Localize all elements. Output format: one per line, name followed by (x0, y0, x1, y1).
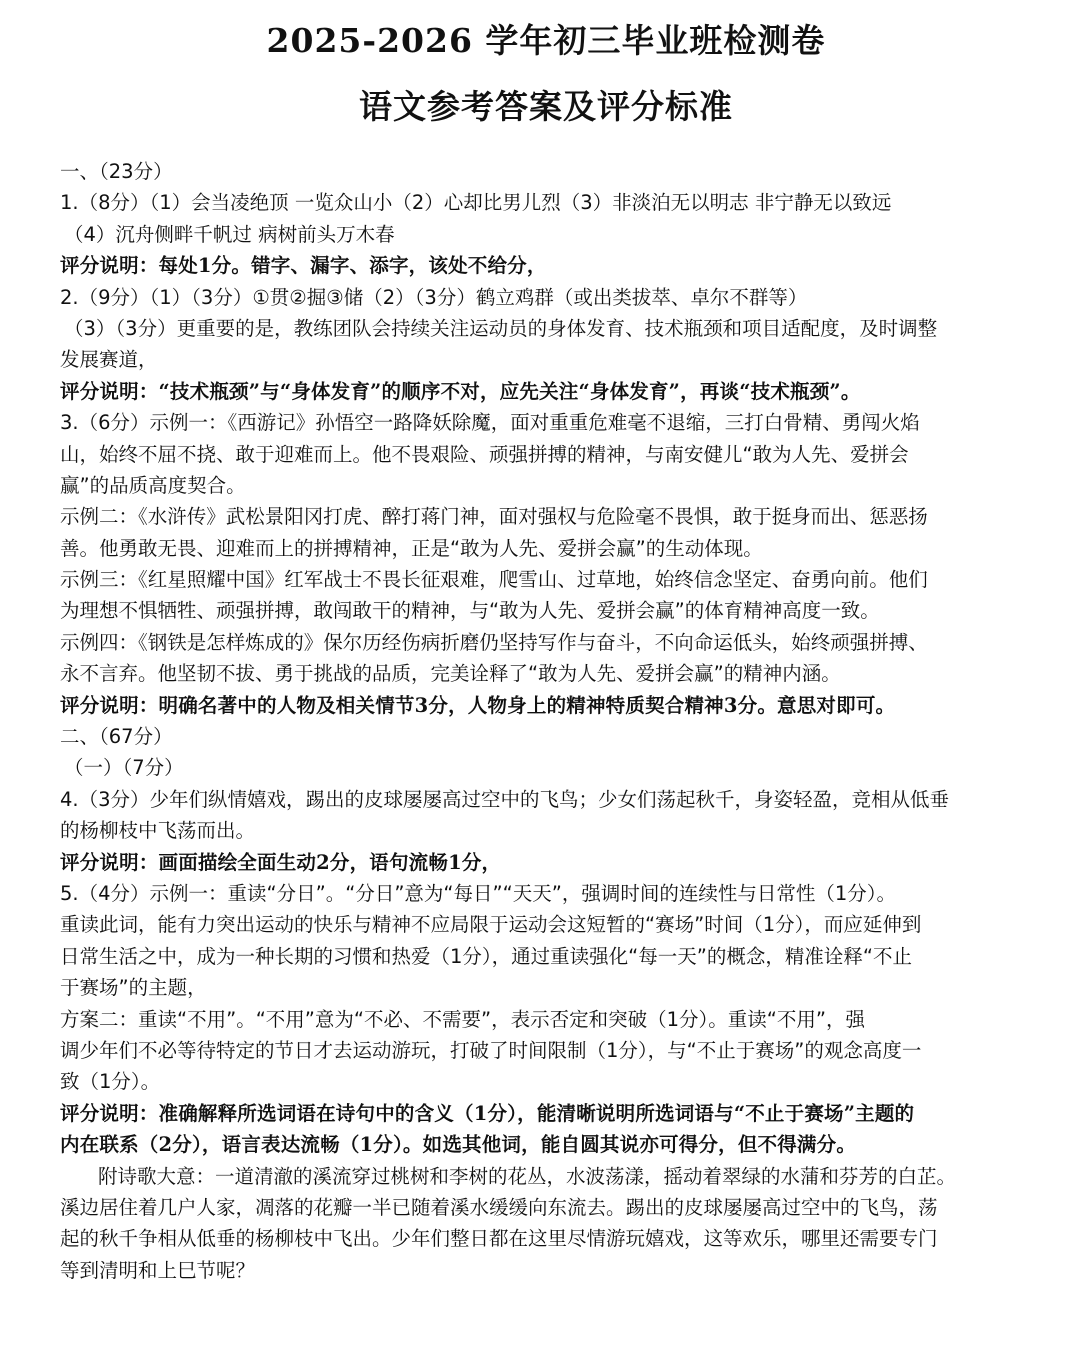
poem-translation-line4: 等到清明和上巳节呢？ (60, 1258, 256, 1282)
subsection-one-heading: （一）（7分） (64, 756, 184, 780)
section-two-heading: 二、（67分） (60, 725, 173, 749)
q3-example-three: 示例三：《红星照耀中国》红军战士不畏长征艰难，爬雪山、过草地，始终信念坚定、奋勇向前。他们 (60, 568, 928, 592)
answer-body (60, 156, 1032, 1286)
exam-title: 2025-2026 学年初三毕业班检测卷 (266, 21, 826, 60)
q2-scoring-note: 评分说明：“技术瓶颈”与“身体发育”的顺序不对，应先关注“身体发育”，再谈“技术瓶颈”。 (60, 379, 861, 403)
q5-scoring-note-line2: 内在联系（2分），语言表达流畅（1分）。如选其他词，能自圆其说亦可得分，但不得满分。 (60, 1133, 857, 1157)
poem-translation-line3: 起的秋千争相从低垂的杨柳枝中飞出。少年们整日都在这里尽情游玩嬉戏，这等欢乐，哪里还需要专门 (60, 1227, 938, 1251)
q3-example-one-line3: 赢”的品质高度契合。 (60, 473, 246, 497)
q2-part3-answer: （3）（3分）更重要的是，教练团队会持续关注运动员的身体发育、技术瓶颈和项目适配度，及时调整 (64, 316, 938, 340)
q3-example-one: 3.（6分）示例一：《西游记》孙悟空一路降妖除魔，面对重重危难毫不退缩，三打白骨精、勇闯火焰 (60, 411, 920, 435)
q5-option-two-line2: 调少年们不必等待特定的节日才去运动游玩，打破了时间限制（1分），与“不止于赛场”的观念高度一 (60, 1038, 922, 1062)
q5-example-one-line4: 于赛场”的主题， (60, 976, 207, 1000)
q5-option-two-line3: 致（1分）。 (60, 1070, 161, 1094)
q3-example-two-line2: 善。他勇敢无畏、迎难而上的拼搏精神，正是“敢为人先、爱拼会赢”的生动体现。 (60, 536, 763, 560)
q3-example-three-line2: 为理想不惧牺牲、顽强拼搏，敢闯敢干的精神，与“敢为人先、爱拼会赢”的体育精神高度一致。 (60, 599, 880, 623)
q3-example-four: 示例四：《钢铁是怎样炼成的》保尔历经伤病折磨仍坚持写作与奋斗，不向命运低头，始终顽强拼搏、 (60, 630, 928, 654)
q5-example-one-line2: 重读此词，能有力突出运动的快乐与精神不应局限于运动会这短暂的“赛场”时间（1分），而应延伸到 (60, 913, 922, 937)
answer-key-title: 语文参考答案及评分标准 (359, 87, 733, 126)
q5-example-one: 5.（4分）示例一：重读“分日”。“分日”意为“每日”“天天”，强调时间的连续性与日常性（1分）。 (60, 881, 896, 905)
q2-answer: 2.（9分）（1）（3分）①贯②掘③储（2）（3分）鹤立鸡群（或出类拔萃、卓尔不群等） (60, 285, 808, 309)
q1-answer: 1.（8分）（1）会当凌绝顶 一览众山小（2）心却比男儿烈（3）非淡泊无以明志 非宁静无以致远 (60, 191, 892, 215)
q4-answer-continued: 的杨柳枝中飞荡而出。 (60, 819, 256, 843)
q1-scoring-note: 评分说明：每处1分。错字、漏字、添字，该处不给分， (60, 254, 547, 278)
q2-part3-answer-continued: 发展赛道， (60, 348, 158, 372)
q3-example-one-line2: 山，始终不屈不挠、敢于迎难而上。他不畏艰险、顽强拼搏的精神，与南安健儿“敢为人先、爱拼会 (60, 442, 909, 466)
q5-scoring-note: 评分说明：准确解释所选词语在诗句中的含义（1分），能清晰说明所选词语与“不止于赛场”主题的 (60, 1101, 915, 1125)
q5-example-one-line3: 日常生活之中，成为一种长期的习惯和热爱（1分），通过重读强化“每一天”的概念，精准诠释“不止 (60, 944, 912, 968)
q3-example-two: 示例二：《水浒传》武松景阳冈打虎、醉打蒋门神，面对强权与危险毫不畏惧，敢于挺身而出、惩恶扬 (60, 505, 928, 529)
poem-translation-line2: 溪边居住着几户人家，凋落的花瓣一半已随着溪水缓缓向东流去。踢出的皮球屡屡高过空中的飞鸟，荡 (60, 1195, 938, 1219)
q5-option-two: 方案二：重读“不用”。“不用”意为“不必、不需要”，表示否定和突破（1分）。重读“不用”，强 (60, 1007, 865, 1031)
section-one-heading: 一、（23分） (60, 160, 173, 183)
q4-answer: 4.（3分）少年们纵情嬉戏，踢出的皮球屡屡高过空中的飞鸟；少女们荡起秋千，身姿轻盈，竞相从低垂 (60, 787, 950, 811)
q4-scoring-note: 评分说明：画面描绘全面生动2分，语句流畅1分， (60, 850, 502, 874)
q3-example-four-line2: 永不言弃。他坚韧不拔、勇于挑战的品质，完美诠释了“敢为人先、爱拼会赢”的精神内涵。 (60, 662, 841, 686)
poem-translation: 附诗歌大意：一道清澈的溪流穿过桃树和李树的花丛，水波荡漾，摇动着翠绿的水蒲和芬芳的白芷。 (98, 1164, 957, 1188)
q1-answer-continued: （4）沉舟侧畔千帆过 病树前头万木春 (64, 222, 395, 246)
q3-scoring-note: 评分说明：明确名著中的人物及相关情节3分，人物身上的精神特质契合精神3分。意思对即可。 (60, 693, 896, 717)
